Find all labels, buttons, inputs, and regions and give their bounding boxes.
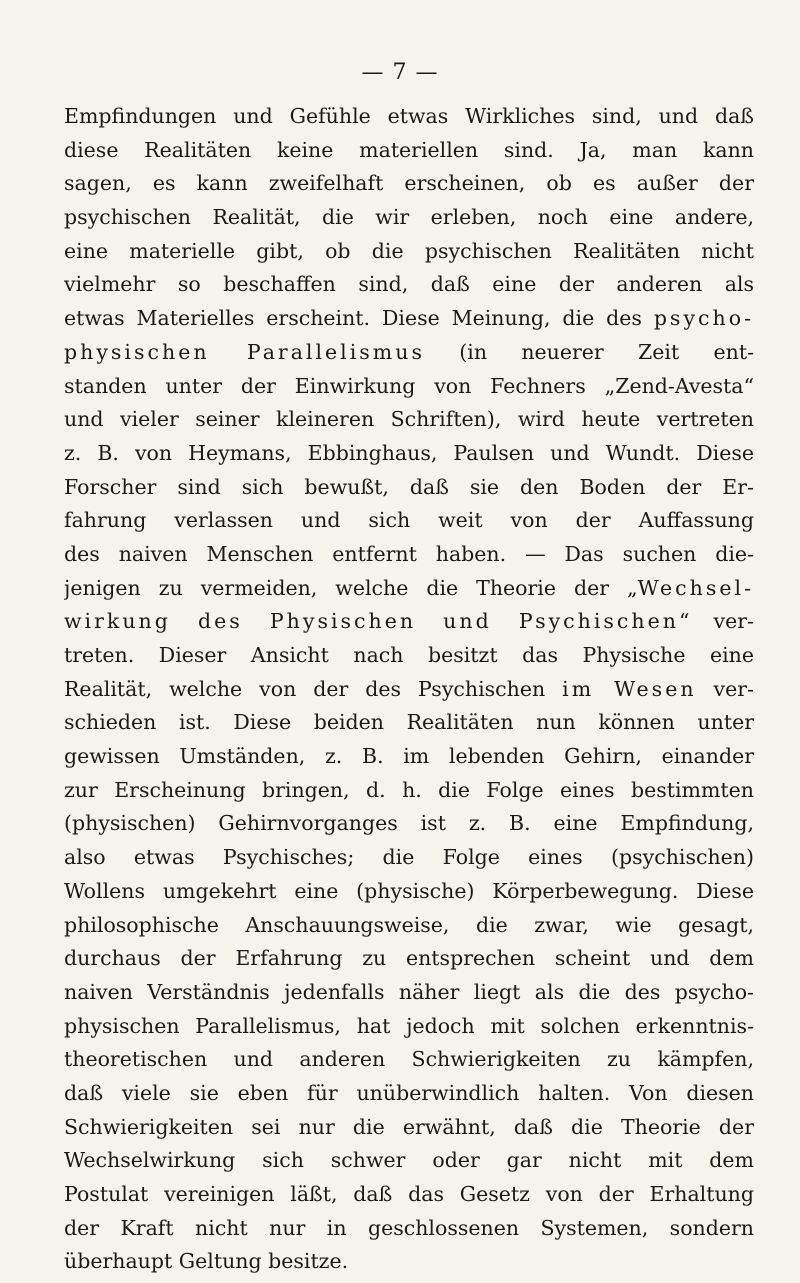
text-line bbox=[64, 504, 754, 538]
text-line bbox=[64, 134, 754, 168]
text-line bbox=[64, 1111, 754, 1145]
text-line bbox=[64, 875, 754, 909]
text-segment: z. B. von Heymans, Ebbinghaus, Paulsen und Wundt. Diese bbox=[64, 440, 754, 465]
text-line bbox=[64, 167, 754, 201]
text-segment: schieden ist. Diese beiden Realitäten nun können unter bbox=[64, 710, 754, 735]
text-segment: überhaupt Geltung besitze. bbox=[64, 1249, 349, 1274]
emphasized-text: physischen Parallelismus bbox=[64, 339, 425, 364]
text-line bbox=[64, 706, 754, 740]
text-segment: standen unter der Einwirkung von Fechners „Zend-Avesta“ bbox=[64, 373, 754, 398]
text-segment: Schwierigkeiten sei nur die erwähnt, daß die Theorie der bbox=[64, 1114, 754, 1139]
text-line bbox=[64, 572, 754, 606]
emphasized-text: Wechsel- bbox=[637, 575, 754, 600]
text-segment: “ ver- bbox=[678, 609, 754, 634]
text-segment: zur Erscheinung bringen, d. h. die Folge eines bestimmten bbox=[64, 777, 754, 802]
text-line bbox=[64, 100, 754, 134]
text-segment: durchaus der Erfahrung zu entsprechen scheint und dem bbox=[64, 946, 754, 971]
emphasized-text: wirkung des Physischen und Psychischen bbox=[64, 609, 679, 634]
page-number: — 7 — bbox=[361, 60, 439, 85]
text-segment: vielmehr so beschaffen sind, daß eine der anderen als bbox=[64, 272, 754, 297]
text-line bbox=[64, 673, 754, 707]
text-segment: Forscher sind sich bewußt, daß sie den Boden der Er- bbox=[64, 474, 754, 499]
text-line bbox=[64, 976, 754, 1010]
text-line bbox=[64, 841, 754, 875]
text-segment: des naiven Menschen entfernt haben. — Das suchen die- bbox=[64, 541, 754, 566]
text-segment: und vieler seiner kleineren Schriften), wird heute vertreten bbox=[64, 407, 754, 432]
text-line bbox=[64, 235, 754, 269]
text-segment: ver- bbox=[696, 676, 754, 701]
text-line bbox=[64, 403, 754, 437]
text-line bbox=[64, 639, 754, 673]
text-segment: philosophische Anschauungsweise, die zwar, wie gesagt, bbox=[64, 912, 754, 937]
text-segment: also etwas Psychisches; die Folge eines (psychischen) bbox=[64, 845, 754, 870]
emphasized-text: psycho- bbox=[653, 306, 754, 331]
text-segment: fahrung verlassen und sich weit von der Auffassung bbox=[64, 508, 754, 533]
text-line bbox=[64, 268, 754, 302]
emphasized-text: im Wesen bbox=[562, 676, 697, 701]
text-line bbox=[64, 1043, 754, 1077]
text-line bbox=[64, 370, 754, 404]
text-segment: treten. Dieser Ansicht nach besitzt das Physische eine bbox=[64, 643, 754, 667]
text-segment: naiven Verständnis jedenfalls näher liegt als die des psycho- bbox=[64, 979, 754, 1004]
text-segment: etwas Materielles erscheint. Diese Meinung, die des bbox=[64, 306, 654, 331]
text-line bbox=[64, 909, 754, 943]
text-segment: der Kraft nicht nur in geschlossenen Systemen, sondern bbox=[64, 1215, 754, 1240]
text-line bbox=[64, 437, 754, 471]
text-segment: sagen, es kann zweifelhaft erscheinen, ob es außer der bbox=[64, 171, 754, 196]
text-line bbox=[64, 302, 754, 336]
text-line bbox=[64, 336, 754, 370]
text-line bbox=[64, 942, 754, 976]
text-segment: daß viele sie eben für unüberwindlich halten. Von diesen bbox=[64, 1080, 754, 1105]
text-segment: jenigen zu vermeiden, welche die Theorie der „ bbox=[64, 575, 638, 600]
text-line bbox=[64, 605, 754, 639]
text-line bbox=[64, 807, 754, 841]
text-line bbox=[64, 471, 754, 505]
text-segment: (physischen) Gehirnvorganges ist z. B. eine Empfindung, bbox=[64, 811, 754, 836]
text-segment: theoretischen und anderen Schwierigkeiten zu kämpfen, bbox=[64, 1047, 754, 1072]
text-segment: Wollens umgekehrt eine (physische) Körperbewegung. Diese bbox=[64, 878, 754, 903]
text-line bbox=[64, 1178, 754, 1212]
text-segment: Empfindungen und Gefühle etwas Wirkliches sind, und daß bbox=[64, 104, 754, 128]
text-segment: diese Realitäten keine materiellen sind. Ja, man kann bbox=[64, 137, 754, 162]
text-line bbox=[64, 740, 754, 774]
body-text bbox=[64, 100, 754, 1279]
text-segment: eine materielle gibt, ob die psychischen Realitäten nicht bbox=[64, 238, 754, 263]
text-line bbox=[64, 201, 754, 235]
text-segment: psychischen Realität, die wir erleben, noch eine andere, bbox=[64, 205, 754, 230]
text-segment: Realität, welche von der des Psychischen bbox=[64, 676, 563, 701]
text-segment: physischen Parallelismus, hat jedoch mit solchen erkenntnis- bbox=[64, 1013, 754, 1038]
text-segment: gewissen Umständen, z. B. im lebenden Gehirn, einander bbox=[64, 744, 754, 769]
text-line bbox=[64, 538, 754, 572]
text-line bbox=[64, 1010, 754, 1044]
text-line bbox=[64, 1212, 754, 1246]
text-line bbox=[64, 774, 754, 808]
text-line bbox=[64, 1144, 754, 1178]
text-line bbox=[64, 1245, 754, 1279]
text-segment: Postulat vereinigen läßt, daß das Gesetz von der Erhaltung bbox=[64, 1182, 754, 1206]
text-line bbox=[64, 1077, 754, 1111]
text-segment: (in neuerer Zeit ent- bbox=[424, 339, 754, 364]
text-segment: Wechselwirkung sich schwer oder gar nicht mit dem bbox=[64, 1148, 754, 1173]
